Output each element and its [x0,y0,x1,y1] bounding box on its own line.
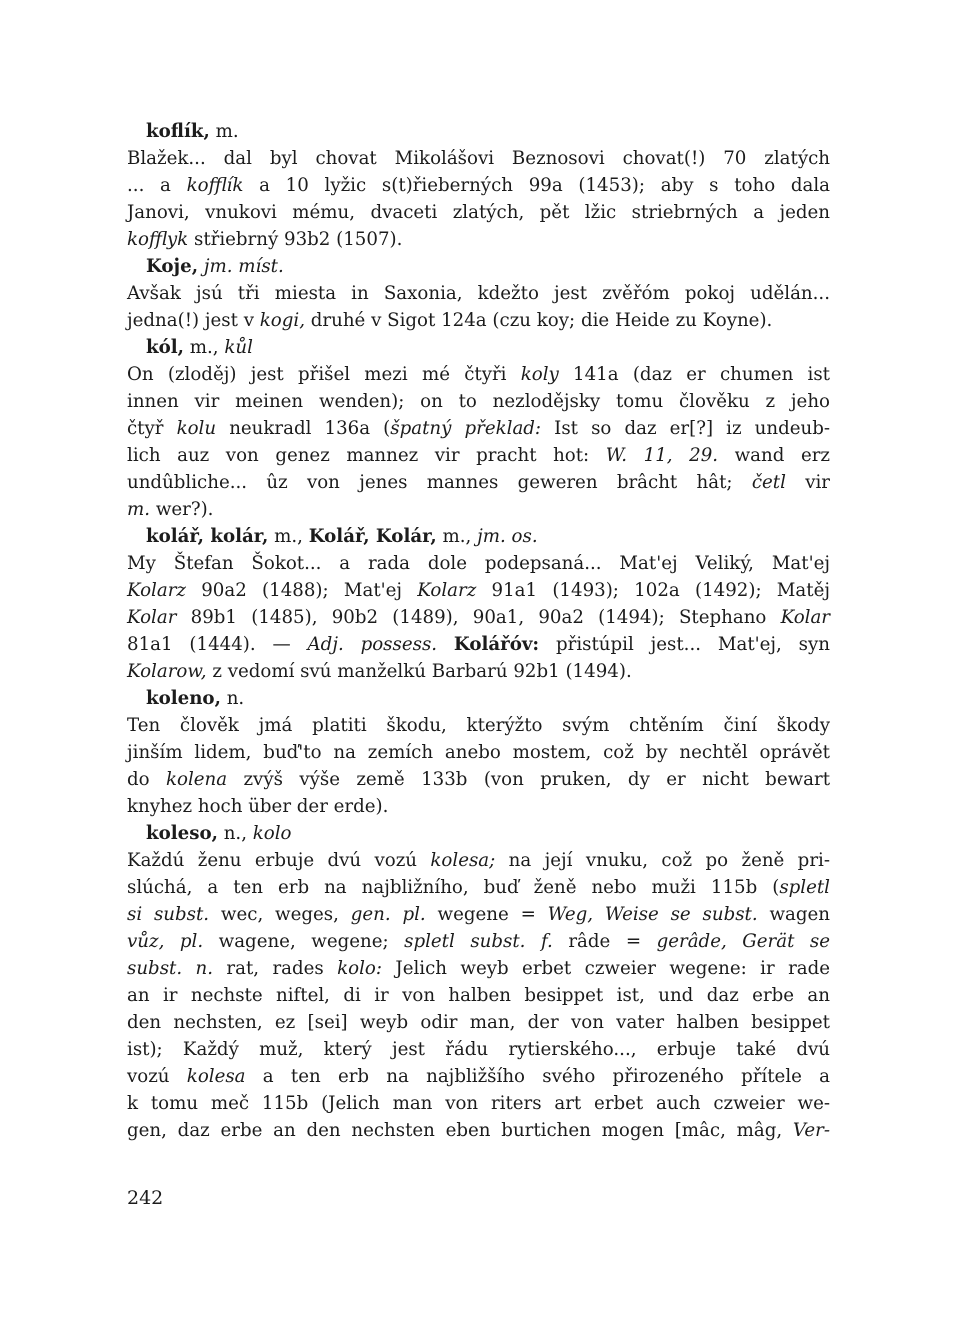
entry-body-line [127,577,830,604]
text-segment: Kolář, Kolár, [308,526,437,547]
entry-body-line [127,280,830,307]
entry-body-line [127,847,830,874]
text-segment: Weg, Weise se subst. [547,904,758,925]
entry-body-line [127,604,830,631]
text-segment: Ver- [792,1120,830,1141]
text-segment: vozú [127,1066,187,1087]
entry-body-line [127,631,830,658]
text-segment: četl [751,472,786,493]
entry-body-line [127,1117,830,1144]
entry-headword [127,118,830,145]
entry-body-line [127,1009,830,1036]
text-segment: druhé v Sigot 124a (czu koy; die Heide zu Koyne). [304,310,773,331]
text-segment: jm. míst. [198,256,284,277]
text-segment: wer?). [150,499,214,520]
text-segment: n. [220,688,245,709]
text-segment: kogi, [259,310,305,331]
text-segment: střiebrný 93b2 (1507). [188,229,403,250]
text-segment: wagene, wegene; [203,931,405,952]
text-segment: gen, daz erbe an den nechsten eben burtichen mogen [mâc, mâg, [127,1120,793,1141]
page-number: 242 [127,1187,164,1209]
text-segment: kofflík [186,175,244,196]
entry-body-line [127,1063,830,1090]
entry-body-line [127,145,830,172]
entry-body-line [127,793,830,820]
entry-body-line [127,469,830,496]
text-segment: n., [217,823,253,844]
text-segment: 141a (daz er chumen ist [558,364,830,385]
entry-headword [127,685,830,712]
text-segment: m. [209,121,239,142]
text-segment: koly [520,364,559,385]
text-segment: koleno, [146,688,221,709]
text-segment: 90a2 (1488); Mat'ej [186,580,418,601]
text-segment: spletl [779,877,830,898]
text-segment: undûbliche... ûz von jenes mannes geweren brâcht hât; [127,472,752,493]
text-segment: den nechsten, ez [sei] weyb odir man, der von vater halben besippet [127,1012,830,1033]
text-segment: rat, rades [213,958,338,979]
entry-body-line [127,226,830,253]
entry-body-line [127,415,830,442]
entry-body-line [127,955,830,982]
text-segment [437,634,454,655]
text-segment: k tomu meč 115b (Jelich man von riters art erbet auch czweier we- [127,1093,830,1114]
text-segment: wagen [757,904,830,925]
text-segment: Kolarow, [127,661,207,682]
text-segment: spletl subst. f. [404,931,553,952]
text-segment: kolář, kolár, [146,526,269,547]
text-segment: si subst. [127,904,210,925]
text-segment: neukradl 136a ( [216,418,391,439]
text-segment: jinším lidem, buď'to na zemích anebo mostem, což by nechtěl oprávět [127,742,830,763]
entry-body-line [127,1036,830,1063]
text-segment: Kolářóv: [453,634,540,655]
dictionary-entry [127,523,830,685]
text-segment: Ist so daz er[?] iz undeub- [541,418,831,439]
text-segment: přistúpil jest... Mat'ej, syn [539,634,830,655]
dictionary-entry [127,118,830,253]
entry-body-line [127,199,830,226]
text-segment: m., [268,526,309,547]
text-segment: gerâde, Gerät se [656,931,831,952]
text-segment: ist); Každý muž, který jest řádu rytierského..., erbuje také dvú [127,1039,830,1060]
text-segment: koflík, [146,121,210,142]
text-segment: Avšak jsú tři miesta in Saxonia, kdežto jest zvěřóm pokoj udělán... [127,283,830,304]
text-segment: vir [785,472,830,493]
entry-headword [127,523,830,550]
text-segment: wegene = [425,904,548,925]
text-segment: kůl [224,337,253,358]
text-segment: kolo [252,823,292,844]
text-segment: kolesa [186,1066,246,1087]
text-segment: čtyř [127,418,177,439]
text-segment: On (zloděj) jest přišel mezi mé čtyři [127,364,521,385]
text-segment: Ten člověk jmá platiti škodu, kterýžto svým chtěním činí škody [127,715,830,736]
text-segment: Blažek... dal byl chovat Mikolášovi Beznosovi chovat(!) 70 zlatých [127,148,830,169]
entry-body-line [127,172,830,199]
text-segment: Kolarz [127,580,186,601]
dictionary-entry [127,253,830,334]
text-segment: na její vnuku, což po ženě pri- [495,850,830,871]
text-segment: innen vir meinen wenden); on to nezlodějsky tomu člověku z jeho [127,391,830,412]
entry-body-line [127,712,830,739]
text-segment: kól, [146,337,184,358]
text-segment: kolesa; [430,850,496,871]
entry-body-line [127,496,830,523]
text-segment: wand erz [718,445,830,466]
text-segment: Kolarz [417,580,477,601]
text-segment: špatný překlad: [390,418,542,439]
text-segment: râde = [552,931,657,952]
text-segment: do [127,769,166,790]
entry-body-line [127,928,830,955]
text-segment: jedna(!) jest v [127,310,260,331]
text-segment: Každú ženu erbuje dvú vozú [127,850,431,871]
text-segment: m., [436,526,478,547]
dictionary-entry [127,685,830,820]
text-segment: m., [183,337,225,358]
text-segment: kolu [176,418,217,439]
text-segment: Janovi, vnukovi mému, dvaceti zlatých, pět lžic striebrných a jeden [127,202,830,223]
entry-body-line [127,442,830,469]
text-segment: z vedomí svú manželkú Barbarú 92b1 (1494). [206,661,632,682]
text-segment: gen. pl. [350,904,426,925]
text-segment: a 10 lyžic s(t)řieberných 99a (1453); aby s toho dala [243,175,831,196]
text-segment: jm. os. [477,526,538,547]
text-segment: knyhez hoch über der erde). [127,796,389,817]
entry-body-line [127,1090,830,1117]
entry-body-line [127,874,830,901]
text-segment: kofflyk [127,229,189,250]
text-segment: 89b1 (1485), 90b2 (1489), 90a1, 90a2 (1494); Stephano [176,607,781,628]
text-segment: slúchá, a ten erb na najbližního, buď ženě nebo muži 115b ( [127,877,780,898]
text-segment: My Štefan Šokot... a rada dole podepsaná... Mat'ej Veliký, Mat'ej [127,553,830,574]
text-segment: m. [127,499,151,520]
entry-body-line [127,550,830,577]
text-segment: Jelich weyb erbet czweier wegene: ir rade [382,958,831,979]
entry-body-line [127,307,830,334]
text-segment: Koje, [146,256,199,277]
text-segment: ... a [127,175,187,196]
dictionary-page [127,118,830,1144]
text-segment: 91a1 (1493); 102a (1492); Matěj [476,580,830,601]
entry-body-line [127,361,830,388]
text-segment: vůz, pl. [127,931,204,952]
entry-headword [127,820,830,847]
entry-body-line [127,658,830,685]
text-segment: zvýš výše země 133b (von pruken, dy er nicht bewart [227,769,831,790]
text-segment: kolena [165,769,228,790]
entry-body-line [127,739,830,766]
text-segment: a ten erb na najbližšího svého přirozeného přítele a [245,1066,831,1087]
dictionary-entry [127,334,830,523]
entry-body-line [127,901,830,928]
entry-headword [127,253,830,280]
text-segment: wec, weges, [209,904,351,925]
text-segment: an ir nechste niftel, di ir von halben besippet ist, und daz erbe an [127,985,830,1006]
text-segment: Kolar [127,607,177,628]
text-segment: koleso, [146,823,218,844]
text-segment: kolo: [337,958,383,979]
text-segment: Adj. possess. [307,634,438,655]
text-segment: Kolar [780,607,830,628]
text-segment: W. 11, 29. [605,445,719,466]
dictionary-entry [127,820,830,1144]
entry-body-line [127,766,830,793]
entry-body-line [127,982,830,1009]
text-segment: subst. n. [127,958,214,979]
text-segment: lich auz von genez mannez vir pracht hot: [127,445,606,466]
text-segment: 81a1 (1444). — [127,634,308,655]
entry-headword [127,334,830,361]
entry-body-line [127,388,830,415]
